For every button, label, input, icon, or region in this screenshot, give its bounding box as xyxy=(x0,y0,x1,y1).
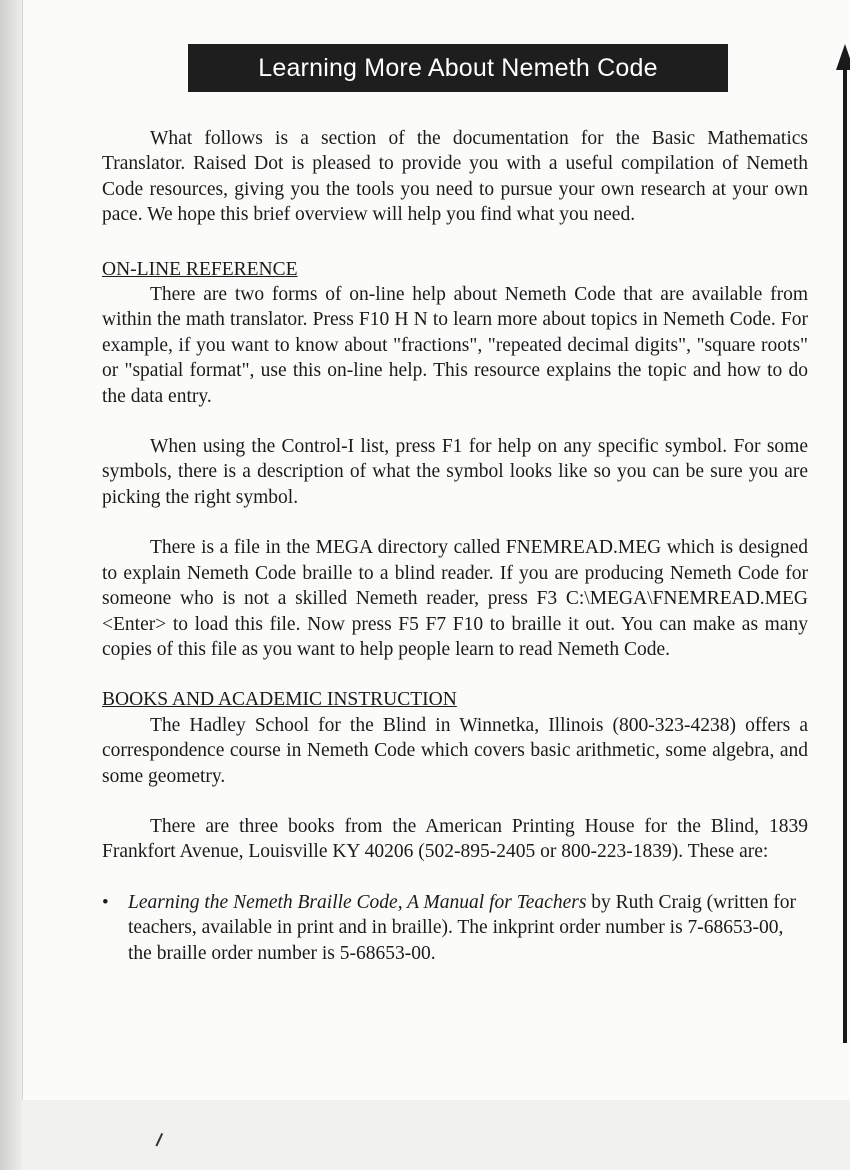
up-arrow-icon xyxy=(836,44,850,70)
section-heading-books: BOOKS AND ACADEMIC INSTRUCTION xyxy=(102,689,457,711)
book-list xyxy=(102,890,808,966)
online-paragraph-2: When using the Control-I list, press F1 for help on any specific symbol. For some symbols, there is a description of what the symbol looks like so you can be sure you are picking the right symbol. xyxy=(102,436,808,508)
book-title: Learning the Nemeth Braille Code, A Manual for Teachers xyxy=(128,891,587,913)
intro-paragraph: What follows is a section of the documentation for the Basic Mathematics Translator. Raised Dot is pleased to provide you with a useful compilation of Nemeth Code resources, giving you the tools you need to pursue your own research at your own pace. We hope this brief overview will help you find what you need. xyxy=(102,128,808,226)
book-details: by Ruth Craig (written for teachers, available in print and in braille). The inkprint order number is 7-68653-00, the braille order number is 5-68653-00. xyxy=(128,891,797,964)
page-bottom-band xyxy=(22,1100,850,1170)
bullet-icon: • xyxy=(102,891,109,913)
books-paragraph-1: The Hadley School for the Blind in Winnetka, Illinois (800-323-4238) offers a correspondence course in Nemeth Code which covers basic arithmetic, some algebra, and some geometry. xyxy=(102,714,808,787)
online-paragraph-1: There are two forms of on-line help about Nemeth Code that are available from within the math translator. Press F10 H N to learn more about topics in Nemeth Code. For example, if you want to know about "fractions", "repeated decimal digits", "square roots" or "spatial format", use this on-line help. This resource explains the topic and how to do the data entry. xyxy=(102,284,808,407)
online-paragraph-3: There is a file in the MEGA directory called FNEMREAD.MEG which is designed to explain Nemeth Code braille to a blind reader. If you are producing Nemeth Code for someone who is not a skilled Nemeth reader, press F3 C:\MEGA\FNEMREAD.MEG <Enter> to load this file. Now press F5 F7 F10 to braille it out. You can make as many copies of this file as you want to help people learn to read Nemeth Code. xyxy=(102,537,808,660)
list-item xyxy=(102,890,808,966)
page-title: Learning More About Nemeth Code xyxy=(188,44,728,92)
document-body xyxy=(102,126,808,966)
books-paragraph-2: There are three books from the American Printing House for the Blind, 1839 Frankfort Avenue, Louisville KY 40206 (502-895-2405 or 800-223-1839). These are: xyxy=(102,815,808,863)
margin-rule xyxy=(843,68,847,1043)
section-heading-online: ON-LINE REFERENCE xyxy=(102,258,298,280)
scan-edge xyxy=(0,0,22,1170)
